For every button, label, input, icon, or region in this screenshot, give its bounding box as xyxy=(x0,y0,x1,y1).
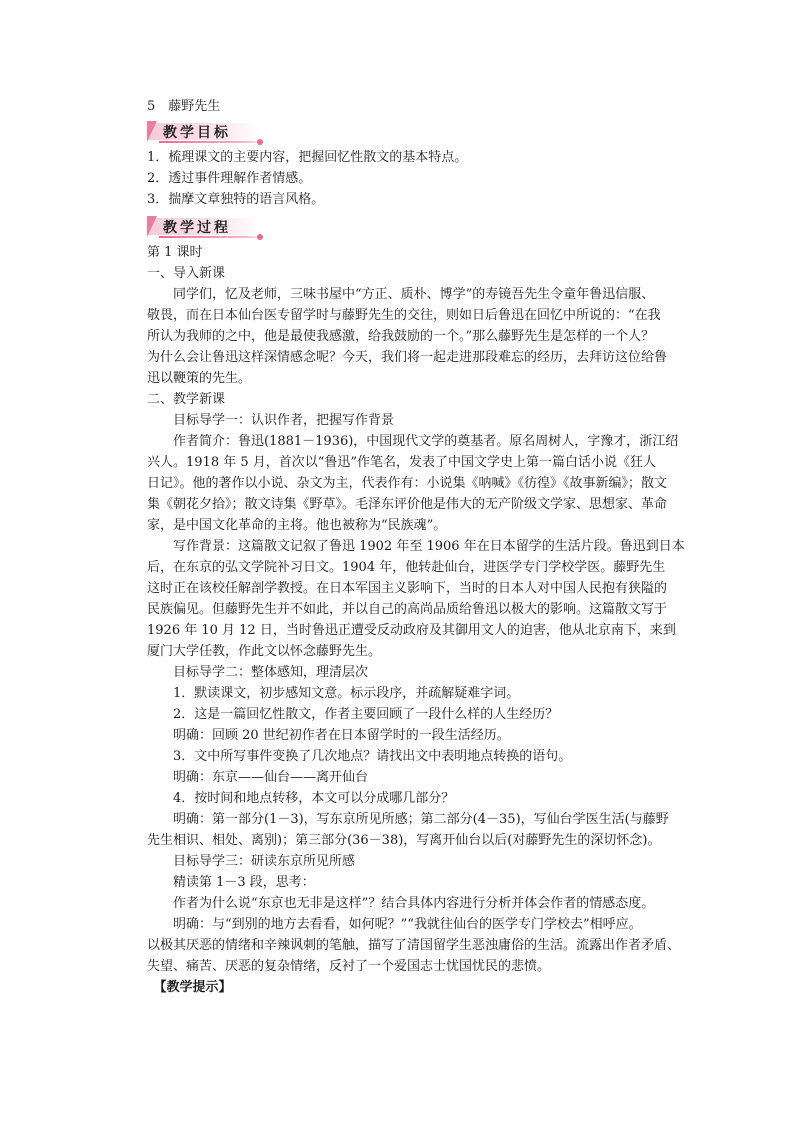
banner-accent xyxy=(147,121,157,142)
teaching-tip-heading: 【教学提示】 xyxy=(147,980,232,995)
text-line: 明确：第一部分(1－3)，写东京所见所感；第二部分(4－35)，写仙台学医生活(与藤野 xyxy=(147,812,669,827)
guide-heading: 目标导学二：整体感知，理清层次 xyxy=(147,665,369,680)
text-line: 为什么会让鲁迅这样深情感念呢？今天，我们将一起走进那段难忘的经历，去拜访这位给鲁 xyxy=(147,350,668,365)
text-line: 写作背景：这篇散文记叙了鲁迅 1902 年至 1906 年在日本留学的生活片段。鲁迅到日本 xyxy=(147,539,685,554)
text-line: 以极其厌恶的情绪和辛辣讽刺的笔触，描写了清国留学生恶浊庸俗的生活。流露出作者矛盾、 xyxy=(147,938,681,953)
section-heading: 教学过程 xyxy=(163,220,231,236)
section-banner-process xyxy=(147,216,267,238)
goal-item: 3．揣摩文章独特的语言风格。 xyxy=(147,192,325,207)
lesson-title: 5 藤野先生 xyxy=(147,99,221,114)
banner-accent xyxy=(147,216,157,237)
lesson-label: 第 1 课时 xyxy=(147,245,203,260)
text-line: 所认为我师的之中，他是最使我感激，给我鼓励的一个。”那么藤野先生是怎样的一个人？ xyxy=(147,329,655,344)
text-line: 2．这是一篇回忆性散文，作者主要回顾了一段什么样的人生经历？ xyxy=(147,707,559,722)
text-line: 这时正在该校任解剖学教授。在日本军国主义影响下，当时的日本人对中国人民抱有狭隘的 xyxy=(147,581,668,596)
goal-item: 1．梳理课文的主要内容，把握回忆性散文的基本特点。 xyxy=(147,150,468,165)
text-line: 明确：东京——仙台——离开仙台 xyxy=(147,770,369,785)
section-heading: 教学目标 xyxy=(163,125,231,141)
text-line: 敬畏，而在日本仙台医专留学时与藤野先生的交往，则如日后鲁迅在回忆中所说的：“在我 xyxy=(147,308,661,323)
text-line: 兴人。1918 年 5 月，首次以“鲁迅”作笔名，发表了中国文学史上第一篇白话小说《狂人 xyxy=(147,455,657,470)
guide-heading: 目标导学一：认识作者，把握写作背景 xyxy=(147,413,395,428)
text-line: 失望、痛苦、厌恶的复杂情绪，反衬了一个爱国志士忧国忧民的悲愤。 xyxy=(147,959,551,974)
text-line: 1．默读课文，初步感知文意。标示段序，并疏解疑难字词。 xyxy=(147,686,520,701)
text-line: 家，是中国文化革命的主将。他也被称为“民族魂”。 xyxy=(147,518,447,533)
text-line: 明确：回顾 20 世纪初作者在日本留学时的一段生活经历。 xyxy=(147,728,510,743)
part-heading: 一、导入新课 xyxy=(147,266,226,281)
text-line: 3．文中所写事件变换了几次地点？请找出文中表明地点转换的语句。 xyxy=(147,749,572,764)
text-line: 精读第 1－3 段，思考： xyxy=(147,875,315,890)
banner-dot xyxy=(257,234,263,240)
text-line: 4．按时间和地点转移，本文可以分成哪几部分？ xyxy=(147,791,455,806)
text-line: 同学们，忆及老师，三味书屋中“方正、质朴、博学”的寿镜吾先生令童年鲁迅信服、 xyxy=(147,287,655,302)
text-line: 迅以鞭策的先生。 xyxy=(147,371,252,386)
section-banner-goals xyxy=(147,121,267,143)
guide-heading: 目标导学三：研读东京所见所感 xyxy=(147,854,356,869)
text-line: 后，在东京的弘文学院补习日文。1904 年，他转赴仙台，进医学专门学校学医。藤野先生 xyxy=(147,560,666,575)
text-line: 厦门大学任教，作此文以怀念藤野先生。 xyxy=(147,644,382,659)
document-body xyxy=(147,96,687,998)
text-line: 作者简介：鲁迅(1881－1936)，中国现代文学的奠基者。原名周树人，字豫才，浙江绍 xyxy=(147,434,679,449)
text-line: 日记》。他的著作以小说、杂文为主，代表作有：小说集《呐喊》《彷徨》《故事新编》；散文 xyxy=(147,476,668,491)
text-line: 明确：与“到别的地方去看看，如何呢？”“我就往仙台的医学专门学校去”相呼应。 xyxy=(147,917,642,932)
text-line: 先生相识、相处、离别)；第三部分(36－38)，写离开仙台以后(对藤野先生的深切怀念)。 xyxy=(147,833,661,848)
part-heading: 二、教学新课 xyxy=(147,392,226,407)
banner-dot xyxy=(257,139,263,145)
text-line: 民族偏见。但藤野先生并不如此，并以自己的高尚品质给鲁迅以极大的影响。这篇散文写于 xyxy=(147,602,668,617)
text-line: 1926 年 10 月 12 日，当时鲁迅正遭受反动政府及其御用文人的迫害，他从北京南下，来到 xyxy=(147,623,676,638)
goal-item: 2．透过事件理解作者情感。 xyxy=(147,171,312,186)
text-line: 作者为什么说“东京也无非是这样”？结合具体内容进行分析并体会作者的情感态度。 xyxy=(147,896,655,911)
text-line: 集《朝花夕拾》；散文诗集《野草》。毛泽东评价他是伟大的无产阶级文学家、思想家、革命 xyxy=(147,497,668,512)
